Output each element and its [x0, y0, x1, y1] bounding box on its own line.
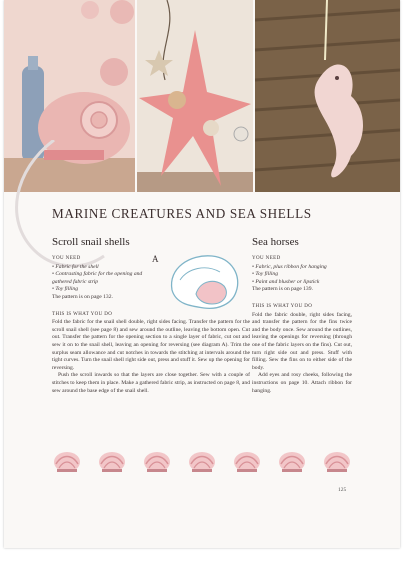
list-item: • Fabric for the shell — [52, 263, 99, 270]
you-need-label: YOU NEED — [252, 256, 281, 261]
shell-icon — [97, 446, 127, 474]
you-need-label: YOU NEED — [52, 256, 81, 261]
pattern-note: The pattern is on page 139. — [252, 286, 313, 293]
list-item: • Toy filling — [252, 271, 278, 278]
section-title: Sea horses — [252, 236, 299, 248]
list-item: • Contrasting fabric for the opening and gathered fabric strip — [52, 271, 143, 285]
sea-horses-section — [252, 236, 352, 395]
page-number: 125 — [338, 487, 347, 493]
instruction-paragraph: Push the scroll inwards so that the layers are close together. Sew with a couple of stitches to keep them in place. Make a gathered fabric strip, as instructed on page 8, and sew around the base edge of the snail shell. — [52, 372, 250, 394]
what-to-do-label: THIS IS WHAT YOU DO — [252, 303, 313, 309]
materials-list — [252, 264, 352, 287]
list-item: • Fabric, plus ribbon for hanging — [252, 263, 327, 270]
shell-icon — [142, 446, 172, 474]
instruction-paragraph: Fold the fabric double, right sides facing, and transfer the pattern for the fins twice and the body once. Sew around the outlines, leaving the openings for reversing (through one of the fabric layers on the fins). Cut out, turn right side out and press. Stuff with filling. Sew the fins on to either side of the body. — [252, 311, 352, 371]
pattern-note: The pattern is on page 132. — [52, 293, 113, 300]
diagram-label: A — [152, 254, 159, 264]
list-item: • Paint and blusher or lipstick — [252, 278, 320, 285]
shell-icon — [277, 446, 307, 474]
instruction-paragraph: Fold the fabric for the snail shell double, right sides facing. Transfer the pattern for the scroll snail shell (see page 8) and sew around the outline, leaving the bottom open. Cut out. Transfer the pattern for the opening section to a single layer of fabric, cut out and sew it on to the snail shell, leaving an opening for reversing (see diagram A). Trim the surplus seam allowance and cut notches in towards the stitching at intervals around the tight curves. Turn the snail shell right side out, press and stuff it. Sew up the opening for reversing. — [52, 319, 250, 371]
list-item: • Toy filling — [52, 286, 78, 293]
starfish-photo — [137, 0, 253, 192]
shell-diagram — [166, 250, 242, 314]
instruction-paragraph: Add eyes and rosy cheeks, following the instructions on page 10. Attach ribbon for hanging. — [252, 372, 352, 394]
shell-icon — [52, 446, 82, 474]
materials-list — [52, 264, 162, 294]
section-title: Scroll snail shells — [52, 236, 130, 248]
book-page — [4, 0, 400, 548]
shell-border — [52, 446, 352, 474]
shell-icon — [232, 446, 262, 474]
shell-icon — [322, 446, 352, 474]
seahorse-photo — [255, 0, 400, 192]
page-heading: MARINE CREATURES AND SEA SHELLS — [52, 206, 312, 221]
what-to-do-label: THIS IS WHAT YOU DO — [52, 311, 113, 317]
shell-icon — [187, 446, 217, 474]
